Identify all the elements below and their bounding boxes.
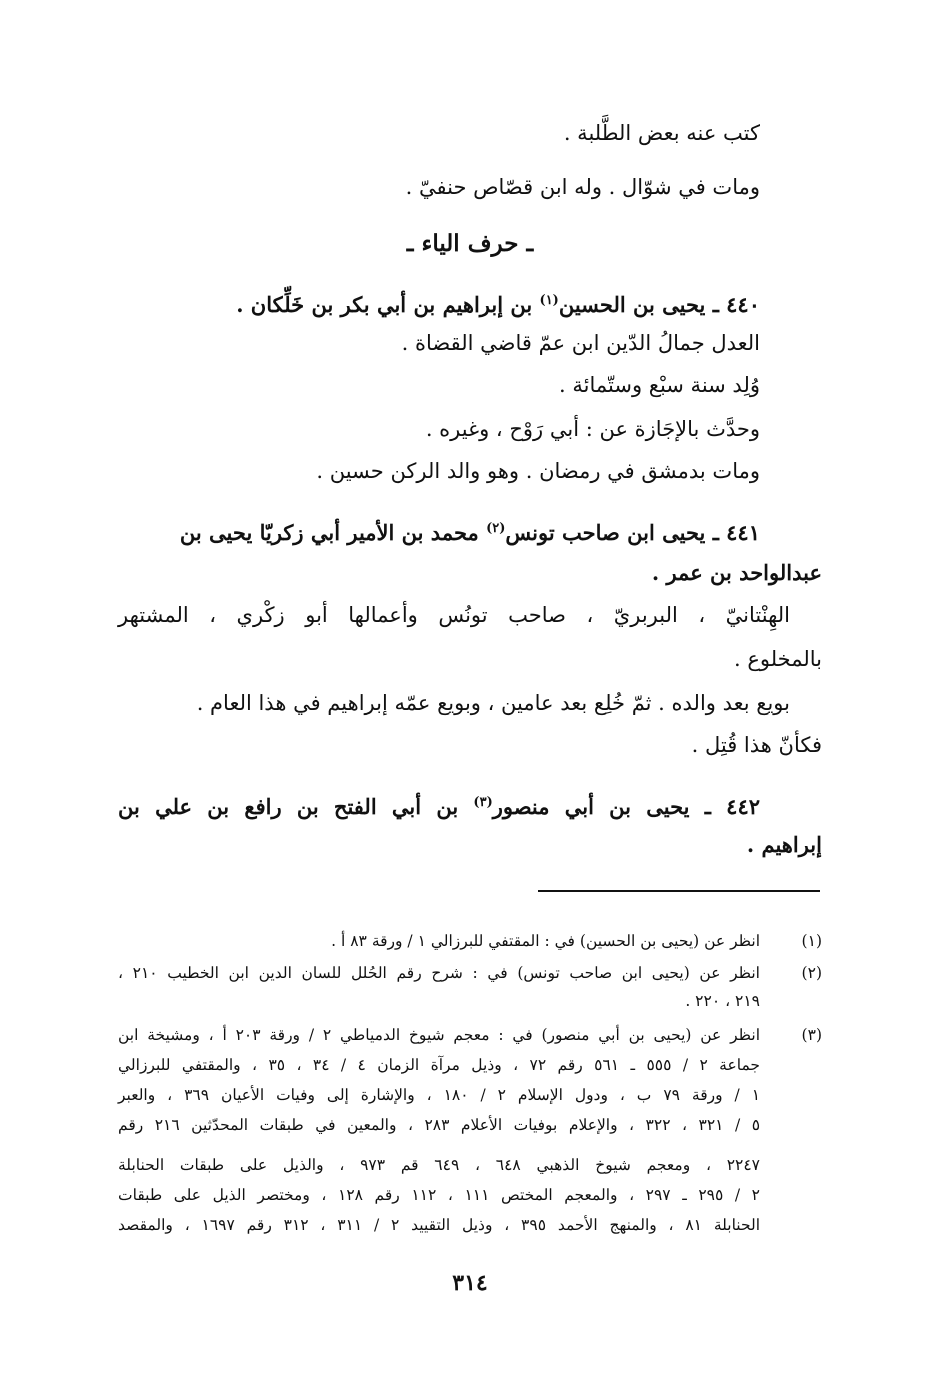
text-line: فكأنّ هذا قُتِل . xyxy=(691,733,822,757)
footnote-number: (٣) xyxy=(801,1026,822,1044)
footnote-separator xyxy=(538,890,820,892)
text-line: ومات في شوّال . وله ابن قصّاص حنفيّ . xyxy=(405,175,760,199)
footnote-text: ١ / ورقة ٧٩ ب ، ودول الإسلام ٢ / ١٨٠ ، والإشارة إلى وفيات الأعيان ٣٦٩ ، والعبر xyxy=(118,1086,761,1104)
footnote-ref: (١) xyxy=(539,293,559,308)
entry-name: يحيى بن أبي منصور xyxy=(492,794,690,819)
entry-number: ٤٤١ ـ xyxy=(712,520,760,545)
footnote-text: انظر عن (يحيى بن الحسين) في : المقتفي للبرزالي ١ / ورقة ٨٣ أ . xyxy=(331,932,760,950)
footnote-text: ٥ / ٣٢١ ، ٣٢٢ ، والإعلام بوفيات الأعلام ٢٨٣ ، والمعين في طبقات المحدّثين ٢١٦ رقم xyxy=(118,1116,761,1134)
text-line: وحدَّث بالإجَازة عن : أبي رَوْح ، وغيره . xyxy=(425,417,760,441)
text-line: بالمخلوع . xyxy=(733,647,822,671)
footnote-text: انظر عن (يحيى بن أبي منصور) في : معجم شيوخ الدمياطي ٢ / ورقة ٢٠٣ أ ، ومشيخة ابن xyxy=(118,1026,760,1044)
footnote-text: ٢١٩ ، ٢٢٠ . xyxy=(685,992,760,1010)
text-line: عبدالواحد بن عمر . xyxy=(651,560,822,585)
entry-number: ٤٤٢ ـ xyxy=(704,794,761,819)
entry-441-title xyxy=(118,514,760,548)
footnote-ref: (٢) xyxy=(486,521,506,536)
section-heading: ـ حرف الياء ـ xyxy=(406,230,534,257)
entry-440-title xyxy=(236,286,760,320)
text-line: إبراهيم . xyxy=(746,832,822,857)
footnote-text: الحنابلة ٨١ ، والمنهج الأحمد ٣٩٥ ، وذيل التقييد ٢ / ٣١١ ، ٣١٢ رقم ١٦٩٧ ، والمقصد xyxy=(118,1216,761,1234)
footnote-ref: (٣) xyxy=(473,795,493,810)
entry-lineage: بن إبراهيم بن أبي بكر بن خَلِّكان . xyxy=(236,292,533,317)
text-line: وُلِد سنة سبْع وستّمائة . xyxy=(559,373,760,397)
footnote-text: ٢ / ٢٩٥ ـ ٢٩٧ ، والمعجم المختص ١١١ ، ١١٢ رقم ١٢٨ ، ومختصر الذيل على طبقات xyxy=(118,1186,760,1204)
text-line: كتب عنه بعض الطَّلبة . xyxy=(563,121,760,145)
footnote-text: جماعة ٢ / ٥٥٥ ـ ٥٦١ رقم ٧٢ ، وذيل مرآة الزمان ٤ / ٣٤ ، ٣٥ ، والمقتفي للبرزالي xyxy=(118,1056,760,1074)
text-line: الهِنْتانيّ ، البربريّ ، صاحب تونُس وأعمالها أبو زكْري ، المشتهر xyxy=(118,603,790,627)
text-line: بويع بعد والده . ثمّ خُلِع بعد عامين ، وبويع عمّه إبراهيم في هذا العام . xyxy=(196,691,790,715)
entry-lineage: محمد بن الأمير أبي زكريّا يحيى بن xyxy=(179,520,479,545)
footnote-number: (٢) xyxy=(801,964,822,982)
entry-lineage: بن أبي الفتح بن رافع بن علي بن xyxy=(118,794,459,819)
footnote-number: (١) xyxy=(801,932,822,950)
entry-number: ٤٤٠ ـ xyxy=(712,292,760,317)
entry-name: يحيى ابن صاحب تونس xyxy=(505,520,706,545)
page-number: ٣١٤ xyxy=(452,1270,488,1296)
entry-442-title xyxy=(118,788,760,822)
text-line: العدل جمالُ الدّين ابن عمّ قاضي القضاة . xyxy=(401,331,760,355)
footnote-text: ٢٢٤٧ ، ومعجم شيوخ الذهبي ٦٤٨ ، ٦٤٩ قم ٩٧٣ ، والذيل على طبقات الحنابلة xyxy=(118,1156,760,1174)
entry-name: يحيى بن الحسين xyxy=(558,292,706,317)
footnote-text: انظر عن (يحيى ابن صاحب تونس) في : شرح رقم الحُلل للسان الدين ابن الخطيب ٢١٠ ، xyxy=(118,964,760,982)
text-line: ومات بدمشق في رمضان . وهو والد الركن حسين . xyxy=(316,459,760,483)
